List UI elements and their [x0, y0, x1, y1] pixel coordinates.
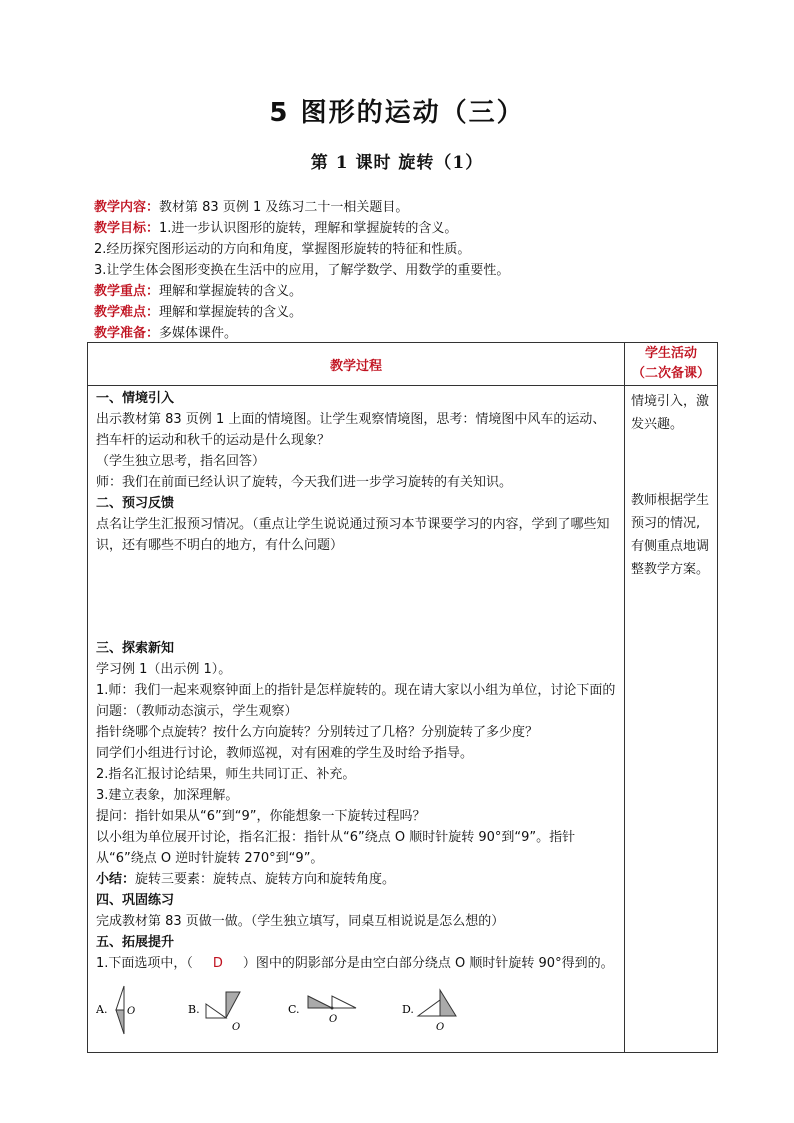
section-title: 一、情境引入 [96, 391, 175, 406]
activity-cell [625, 386, 718, 1053]
process-cell [88, 386, 625, 1053]
paragraph: 3.建立表象，加深理解。 [96, 788, 239, 803]
info-difficulty: 教学难点：理解和掌握旋转的含义。 [94, 305, 303, 320]
activity-note-2: 教师根据学生预习的情况,有侧重点地调整教学方案。 [631, 493, 710, 577]
paragraph: 师：我们在前面已经认识了旋转，今天我们进一步学习旋转的有关知识。 [96, 475, 513, 490]
question: 1.下面选项中，（ D ）图中的阴影部分是由空白部分绕点 O 顺时针旋转 90°得到的。 [96, 953, 618, 974]
lesson-table [87, 342, 718, 1053]
lesson-subtitle: 第 1 课时 旋转（1） [310, 153, 484, 173]
header-activity: 学生活动 （二次备课） [625, 343, 718, 386]
paragraph: （学生独立思考，指名回答） [96, 454, 266, 469]
lesson-info [94, 197, 509, 344]
page-title: 5 图形的运动（三） [269, 98, 525, 128]
option-c-label: C. [288, 1003, 300, 1016]
paragraph: 同学们小组进行讨论，教师巡视，对有困难的学生及时给予指导。 [96, 746, 474, 761]
point-o-label: O [127, 1006, 136, 1017]
info-goal-1: 教学目标：1.进一步认识图形的旋转，理解和掌握旋转的含义。 [94, 221, 458, 236]
section-title: 四、巩固练习 [96, 893, 175, 908]
paragraph: 以小组为单位展开讨论，指名汇报：指针从“6”绕点 O 顺时针旋转 90°到“9”。指针从“6”绕点 O 逆时针旋转 270°到“9”。 [96, 830, 576, 866]
option-figures [96, 974, 618, 1044]
paragraph: 2.指名汇报讨论结果，师生共同订正、补充。 [96, 767, 356, 782]
paragraph: 指针绕哪个点旋转？按什么方向旋转？分别转过了几格？分别旋转了多少度？ [96, 725, 539, 740]
option-d-figure [402, 980, 482, 1040]
paragraph: 1.师：我们一起来观察钟面上的指针是怎样旋转的。现在请大家以小组为单位，讨论下面的问题：（教师动态演示，学生观察） [96, 683, 616, 719]
option-d-label: D. [402, 1003, 414, 1016]
paragraph: 出示教材第 83 页例 1 上面的情境图。让学生观察情境图，思考：情境图中风车的运动、挡车杆的运动和秋千的运动是什么现象？ [96, 412, 606, 448]
info-key-point: 教学重点：理解和掌握旋转的含义。 [94, 284, 303, 299]
paragraph: 完成教材第 83 页做一做。（学生独立填写，同桌互相说说是怎么想的） [96, 914, 505, 929]
section-title: 三、探索新知 [96, 641, 175, 656]
paragraph: 点名让学生汇报预习情况。（重点让学生说说通过预习本节课要学习的内容，学到了哪些知识，还有哪些不明白的地方，有什么问题） [96, 517, 610, 553]
activity-note-1: 情境引入，激发兴趣。 [631, 394, 710, 432]
info-goal-3: 3.让学生体会图形变换在生活中的应用，了解学数学、用数学的重要性。 [94, 263, 510, 278]
answer-blank: D [212, 956, 223, 971]
option-c-figure [288, 980, 368, 1040]
section-title: 五、拓展提升 [96, 935, 175, 950]
paragraph: 提问：指针如果从“6”到“9”，你能想象一下旋转过程吗？ [96, 809, 426, 824]
point-o-label: O [232, 1022, 241, 1033]
section-title: 二、预习反馈 [96, 496, 175, 511]
option-b-label: B. [188, 1003, 200, 1016]
option-a-figure [96, 980, 156, 1040]
summary: 小结：旋转三要素：旋转点、旋转方向和旋转角度。 [96, 872, 396, 887]
info-content: 教学内容：教材第 83 页例 1 及练习二十一相关题目。 [94, 200, 409, 215]
header-process: 教学过程 [88, 343, 625, 386]
paragraph: 学习例 1（出示例 1）。 [96, 662, 232, 677]
info-goal-2: 2.经历探究图形运动的方向和角度，掌握图形旋转的特征和性质。 [94, 242, 471, 257]
option-a-label: A. [96, 1003, 108, 1016]
point-o-label: O [329, 1014, 338, 1025]
option-b-figure [188, 980, 248, 1040]
info-preparation: 教学准备：多媒体课件。 [94, 326, 238, 341]
point-o-label: O [436, 1022, 445, 1033]
